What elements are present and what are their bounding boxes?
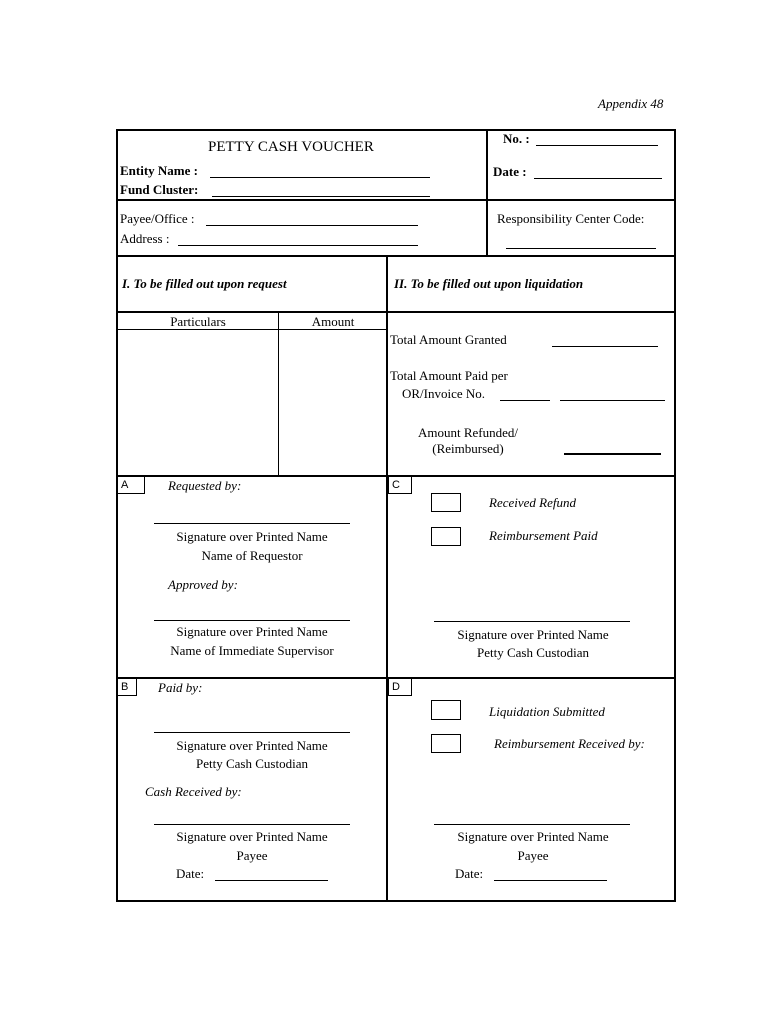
requested-by-label: Requested by: — [168, 478, 242, 493]
box-b-date-label: Date: — [176, 866, 205, 881]
total-amount-granted-label: Total Amount Granted — [390, 332, 507, 347]
address-field[interactable] — [178, 245, 418, 246]
reimbursement-paid-checkbox[interactable] — [431, 527, 461, 546]
cash-received-by-label: Cash Received by: — [145, 784, 242, 799]
responsibility-center-label: Responsibility Center Code: — [497, 211, 645, 226]
reimbursement-received-label: Reimbursement Received by: — [494, 736, 645, 751]
box-d-date-label: Date: — [455, 866, 484, 881]
received-refund-checkbox[interactable] — [431, 493, 461, 512]
reimbursement-paid-label: Reimbursement Paid — [489, 528, 598, 543]
section-request-heading: I. To be filled out upon request — [122, 276, 287, 291]
divider-header — [116, 199, 676, 201]
payee-field[interactable] — [206, 225, 418, 226]
or-invoice-number-field[interactable] — [500, 400, 550, 401]
total-amount-paid-field[interactable] — [560, 400, 665, 401]
page-title: PETTY CASH VOUCHER — [208, 139, 374, 155]
paid-by-name-caption: Petty Cash Custodian — [196, 756, 308, 771]
custodian-signature-caption: Signature over Printed Name — [457, 627, 609, 642]
address-label: Address : — [120, 231, 170, 246]
requestor-signature-caption: Signature over Printed Name — [176, 529, 328, 544]
total-amount-paid-label: Total Amount Paid per — [390, 368, 508, 383]
requestor-signature-line[interactable] — [154, 523, 350, 524]
reimbursed-label: (Reimbursed) — [432, 441, 504, 456]
divider-section — [116, 311, 676, 313]
box-c-letter: C — [388, 476, 412, 494]
approved-by-label: Approved by: — [168, 577, 238, 592]
divider-header-vertical — [486, 129, 488, 201]
column-header-amount: Amount — [311, 314, 355, 329]
payee-signature-caption: Signature over Printed Name — [176, 829, 328, 844]
box-a-letter: A — [117, 476, 145, 494]
voucher-no-label: No. : — [503, 131, 530, 146]
supervisor-name-caption: Name of Immediate Supervisor — [170, 643, 334, 658]
box-b-letter: B — [117, 678, 137, 696]
or-invoice-label: OR/Invoice No. — [402, 386, 486, 401]
payee-label: Payee/Office : — [120, 211, 195, 226]
fund-cluster-label: Fund Cluster: — [120, 182, 199, 197]
appendix-label: Appendix 48 — [598, 96, 664, 111]
box-d-payee-signature-line[interactable] — [434, 824, 630, 825]
payee-name-caption: Payee — [236, 848, 268, 863]
responsibility-center-field[interactable] — [506, 248, 656, 249]
divider-particulars-amount — [278, 312, 279, 476]
payee-signature-line[interactable] — [154, 824, 350, 825]
fund-cluster-field[interactable] — [212, 196, 430, 197]
box-d-date-field[interactable] — [494, 880, 607, 881]
divider-payee — [116, 255, 676, 257]
column-header-particulars: Particulars — [170, 314, 226, 329]
box-d-letter: D — [388, 678, 412, 696]
frame-top — [116, 129, 676, 131]
voucher-no-field[interactable] — [536, 145, 658, 146]
divider-center — [386, 255, 388, 902]
supervisor-signature-caption: Signature over Printed Name — [176, 624, 328, 639]
supervisor-signature-line[interactable] — [154, 620, 350, 621]
box-d-payee-name-caption: Payee — [517, 848, 549, 863]
paid-by-signature-line[interactable] — [154, 732, 350, 733]
particulars-cell[interactable] — [118, 331, 278, 475]
received-refund-label: Received Refund — [489, 495, 576, 510]
frame-bottom — [116, 900, 676, 902]
amount-cell[interactable] — [280, 331, 386, 475]
amount-refunded-label: Amount Refunded/ — [417, 425, 518, 440]
frame-left — [116, 129, 118, 902]
total-amount-granted-field[interactable] — [552, 346, 658, 347]
reimbursement-received-checkbox[interactable] — [431, 734, 461, 753]
box-b-date-field[interactable] — [215, 880, 328, 881]
entity-name-label: Entity Name : — [120, 163, 198, 178]
amount-refunded-field[interactable] — [564, 453, 661, 455]
liquidation-submitted-checkbox[interactable] — [431, 700, 461, 720]
requestor-name-caption: Name of Requestor — [201, 548, 303, 563]
liquidation-submitted-label: Liquidation Submitted — [489, 704, 605, 719]
frame-right — [674, 129, 676, 902]
custodian-name-caption: Petty Cash Custodian — [477, 645, 589, 660]
section-liquidation-heading: II. To be filled out upon liquidation — [394, 276, 584, 291]
voucher-date-label: Date : — [493, 164, 527, 179]
voucher-date-field[interactable] — [534, 178, 662, 179]
entity-name-field[interactable] — [210, 177, 430, 178]
divider-payee-vertical — [486, 199, 488, 257]
custodian-signature-line[interactable] — [434, 621, 630, 622]
paid-by-label: Paid by: — [158, 680, 203, 695]
box-d-payee-signature-caption: Signature over Printed Name — [457, 829, 609, 844]
paid-by-signature-caption: Signature over Printed Name — [176, 738, 328, 753]
